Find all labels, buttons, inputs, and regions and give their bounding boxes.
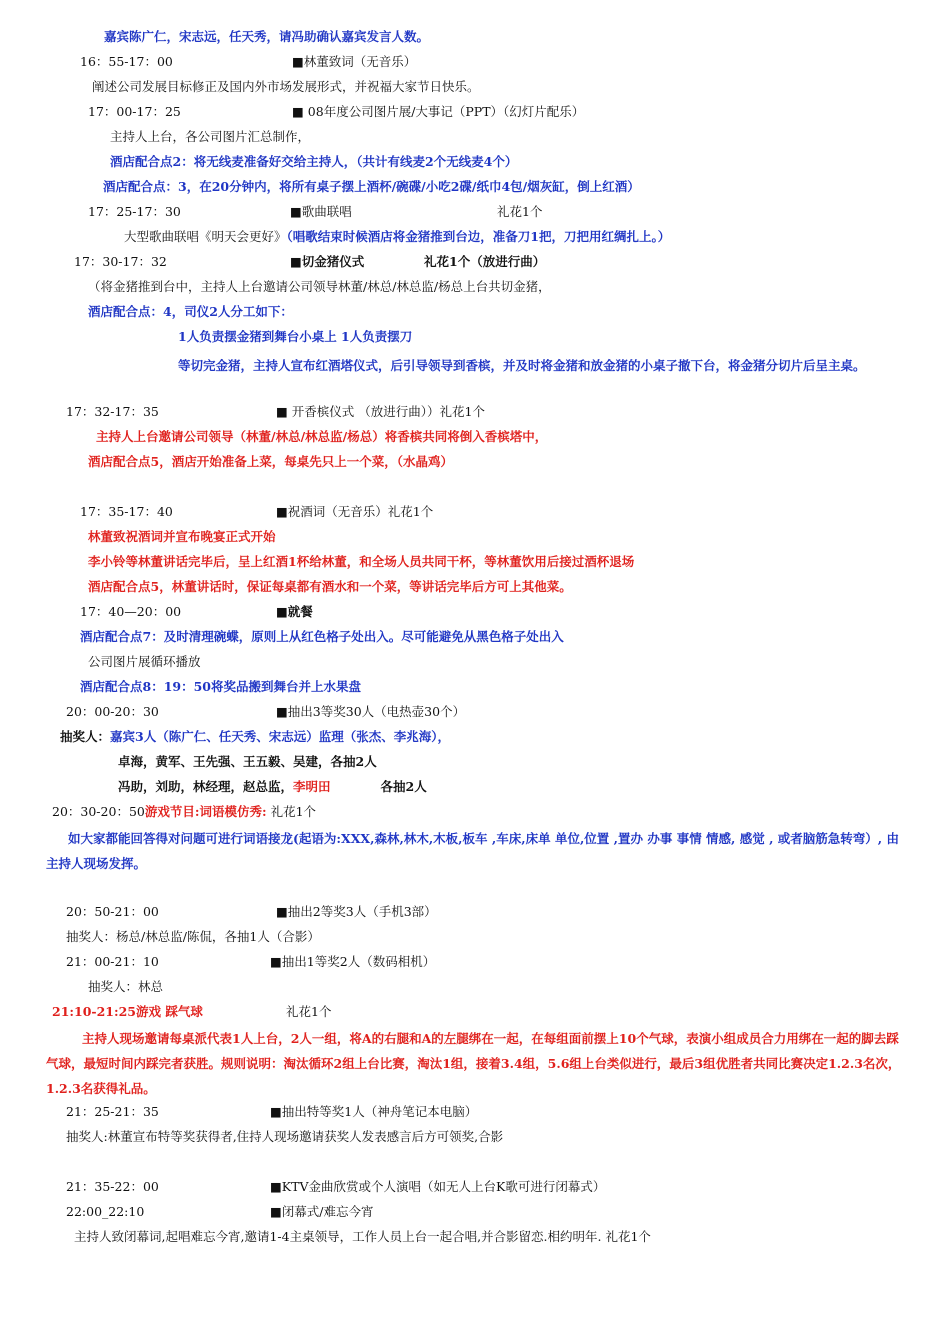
draw-names: 冯助，刘助，林经理，赵总监， xyxy=(118,779,294,794)
hotel-note: 酒店配合点7：及时清理碗蝶，原则上从红色格子处出入。尽可能避免从黑色格子处出入 xyxy=(80,629,564,644)
gift-note: 礼花1个 xyxy=(286,1004,332,1019)
agenda-item: ■抽出3等奖30人（电热壶30个） xyxy=(276,704,466,719)
time-slot: 17：35-17：40 xyxy=(80,504,173,519)
game-note: 如大家都能回答得对问题可进行词语接龙(起语为:XXX,森林,林木,木板,板车 ,车床,床单 单位,位置 ,置办 办事 事情 情感, 感觉 , 或者脑筋急转弯）, 由主持人现场发挥。 xyxy=(46,831,900,871)
gift-note: 礼花1个 xyxy=(270,804,317,819)
hotel-note: 酒店配合点2：将无线麦准备好交给主持人，（共计有线麦2个无线麦4个） xyxy=(110,154,518,169)
hotel-note: 1人负责摆金猪到舞台小桌上 1人负责摆刀 xyxy=(178,329,413,344)
agenda-item: ■抽出1等奖2人（数码相机） xyxy=(270,954,436,969)
game-title: 21:10-21:25游戏 踩气球 xyxy=(52,1004,203,1019)
agenda-note: 主持人致闭幕词,起唱难忘今宵,邀请1-4主桌领导，工作人员上台一起合唱,并合影留恋.相约明年. 礼花1个 xyxy=(74,1229,651,1244)
agenda-item: ■ 08年度公司图片展/大事记（PPT）（幻灯片配乐） xyxy=(292,104,585,119)
agenda-item: ■闭幕式/难忘今宵 xyxy=(270,1204,374,1219)
hotel-note: （唱歌结束时候酒店将金猪推到台边，准备刀1把，刀把用红绸扎上。） xyxy=(286,229,671,244)
draw-people xyxy=(118,778,427,796)
draw-people: 抽奖人：林总 xyxy=(88,979,164,994)
hotel-note: 酒店配合点：4，司仪2人分工如下： xyxy=(88,304,293,319)
time-slot: 21：35-22：00 xyxy=(66,1179,159,1194)
draw-people: 抽奖人:林董宣布特等奖获得者,住持人现场邀请获奖人发表感言后方可领奖,合影 xyxy=(66,1129,504,1144)
agenda-note: 阐述公司发展目标修正及国内外市场发展形式，并祝福大家节日快乐。 xyxy=(92,79,480,94)
draw-name-highlight: 李明田 xyxy=(293,779,331,794)
draw-label: 抽奖人： xyxy=(60,729,111,744)
time-slot: 17：32-17：35 xyxy=(66,404,159,419)
time-slot: 21：25-21：35 xyxy=(66,1104,159,1119)
agenda-note xyxy=(124,228,670,246)
draw-guests: 嘉宾3人（陈广仁、任天秀、宋志远）监理（张杰、李兆海）， xyxy=(110,729,450,744)
agenda-item: ■抽出特等奖1人（神舟笔记本电脑） xyxy=(270,1104,478,1119)
time-slot: 20：00-20：30 xyxy=(66,704,159,719)
time-slot: 22:00_22:10 xyxy=(66,1204,145,1219)
agenda-note: 公司图片展循环播放 xyxy=(88,654,201,669)
time-slot: 17：00-17：25 xyxy=(88,104,181,119)
time-slot: 20：50-21：00 xyxy=(66,904,159,919)
time-slot: 16：55-17：00 xyxy=(80,54,173,69)
agenda-item: ■祝酒词（无音乐）礼花1个 xyxy=(276,504,434,519)
agenda-item: ■歌曲联唱 xyxy=(290,204,352,219)
song-title: 大型歌曲联唱《明天会更好》 xyxy=(124,229,287,244)
hotel-note: 酒店配合点8：19：50将奖品搬到舞台并上水果盘 xyxy=(80,679,361,694)
guest-note: 嘉宾陈广仁，宋志远，任天秀，请冯助确认嘉宾发言人数。 xyxy=(104,29,430,44)
hotel-note: 酒店配合点5，林董讲话时，保证每桌都有酒水和一个菜，等讲话完毕后方可上其他菜。 xyxy=(88,579,572,594)
draw-people: 卓海，黄军、王先强、王五毅、吴建，各抽2人 xyxy=(118,754,377,769)
game-title: 游戏节目:词语模仿秀: xyxy=(144,804,267,819)
agenda-note: 主持人上台邀请公司领导（林董/林总/林总监/杨总）将香槟共同将倒入香槟塔中， xyxy=(96,429,548,444)
gift-note: 礼花1个（放进行曲） xyxy=(424,254,546,269)
draw-people xyxy=(60,728,450,746)
agenda-item: ■KTV金曲欣赏或个人演唱（如无人上台K歌可进行闭幕式） xyxy=(270,1179,606,1194)
agenda-note: 李小铃等林董讲话完毕后，呈上红酒1杯给林董，和全场人员共同干杯，等林董饮用后接过酒杯退场 xyxy=(88,554,635,569)
time-slot: 17：30-17：32 xyxy=(74,254,167,269)
agenda-note: （将金猪推到台中，主持人上台邀请公司领导林董/林总/林总监/杨总上台共切金猪， xyxy=(88,279,551,294)
hotel-note: 酒店配合点：3，在20分钟内，将所有桌子摆上酒杯/碗碟/小吃2碟/纸巾4包/烟灰缸，倒上红酒） xyxy=(103,179,640,194)
agenda-item xyxy=(52,803,316,821)
time-slot: 17：40—20：00 xyxy=(80,604,182,619)
agenda-note: 林董致祝酒词并宣布晚宴正式开始 xyxy=(88,529,276,544)
hotel-note: 等切完金猪，主持人宣布红酒塔仪式，后引导领导到香槟，并及时将金猪和放金猪的小桌子撤下台，将金猪分切片后呈主桌。 xyxy=(178,358,866,373)
game-note: 主持人现场邀请每桌派代表1人上台，2人一组，将A的右腿和A的左腿绑在一起，在每组面前摆上10个气球，表演小组成员合力用绑在一起的脚去踩气球，最短时间内踩完者获胜。规则说明：淘汰循环2组上台比赛，淘汰1组，接着3.4组，5.6组上台类似进行，最后3组优胜者共同比赛决定1.2.3名次，1.2.3名获得礼品。 xyxy=(46,1031,901,1096)
agenda-item: ■林董致词（无音乐） xyxy=(292,54,417,69)
draw-count: 各抽2人 xyxy=(380,779,427,794)
draw-people: 抽奖人：杨总/林总监/陈侃，各抽1人（合影） xyxy=(66,929,320,944)
agenda-item: ■抽出2等奖3人（手机3部） xyxy=(276,904,437,919)
time-slot: 17：25-17：30 xyxy=(88,204,181,219)
agenda-item: ■切金猪仪式 xyxy=(290,254,365,269)
gift-note: 礼花1个 xyxy=(497,204,543,219)
agenda-item: ■就餐 xyxy=(276,604,313,619)
agenda-note: 主持人上台，各公司图片汇总制作， xyxy=(110,129,311,144)
hotel-note: 酒店配合点5，酒店开始准备上菜，每桌先只上一个菜，（水晶鸡） xyxy=(88,454,453,469)
time-slot: 20：30-20：50 xyxy=(52,804,145,819)
time-slot: 21：00-21：10 xyxy=(66,954,159,969)
agenda-item: ■ 开香槟仪式 （放进行曲））礼花1个 xyxy=(276,404,485,419)
